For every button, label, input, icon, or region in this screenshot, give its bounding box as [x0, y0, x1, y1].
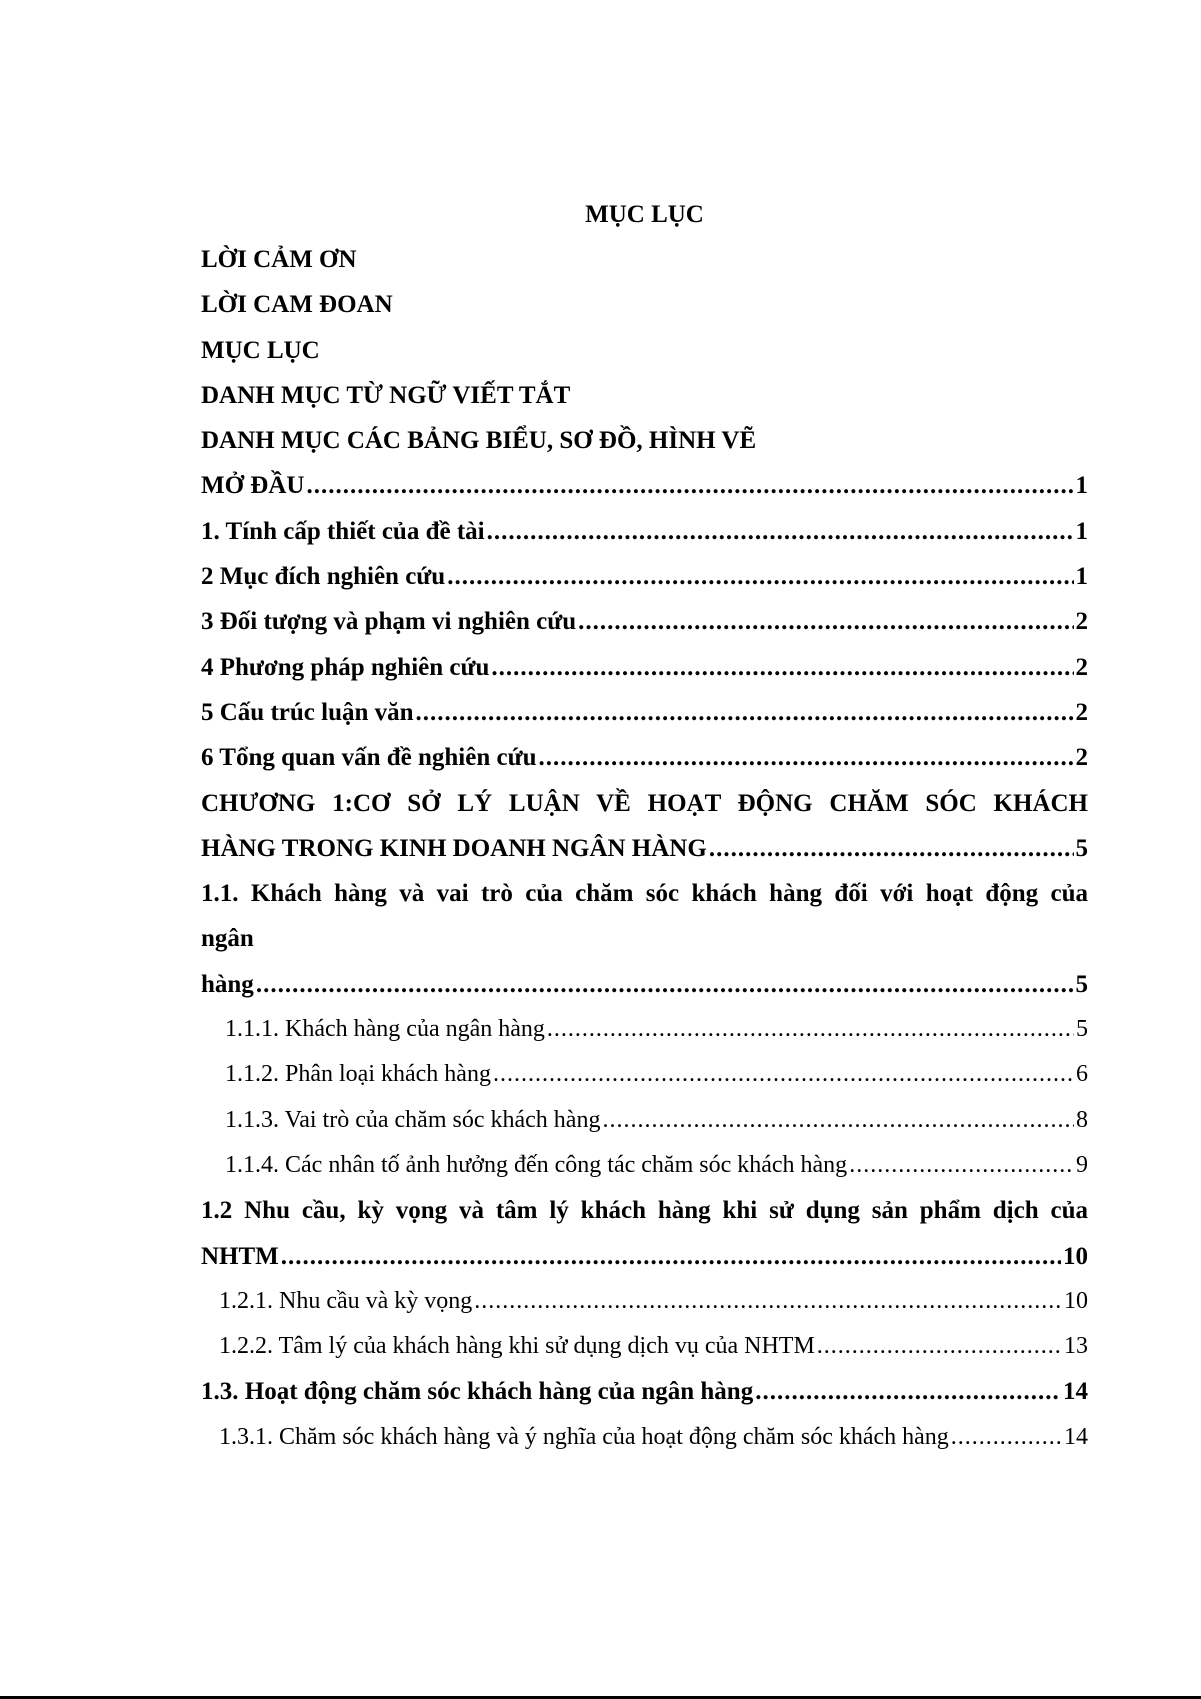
toc-entry-page: 5	[1076, 1016, 1088, 1043]
toc-entry-text: CHƯƠNG 1:CƠ SỞ LÝ LUẬN VỀ HOẠT ĐỘNG CHĂM SÓC KHÁCH	[201, 789, 1088, 817]
toc-entry-page: 8	[1076, 1106, 1088, 1133]
toc-entry-section-4	[201, 645, 1088, 690]
toc-entry-loi-cam-doan	[201, 282, 1088, 327]
dot-leader	[256, 962, 1074, 1007]
toc-entry-1-1-line-1	[201, 871, 1088, 916]
toc-entry-page: 2	[1075, 608, 1088, 636]
toc-entry-page: 5	[1075, 970, 1088, 998]
dot-leader	[602, 1098, 1074, 1143]
dot-leader	[547, 1007, 1074, 1052]
dot-leader	[487, 509, 1074, 554]
dot-leader	[709, 826, 1074, 871]
toc-entry-page: 1	[1075, 472, 1088, 500]
toc-entry-text: DANH MỤC CÁC BẢNG BIỂU, SƠ ĐỒ, HÌNH VẼ	[201, 427, 757, 455]
toc-entry-text: LỜI CẢM ƠN	[201, 246, 357, 273]
dot-leader	[474, 1279, 1062, 1324]
dot-leader	[281, 1234, 1061, 1279]
toc-entry-1-2-line-2	[201, 1234, 1088, 1279]
toc-entry-text: 2 Mục đích nghiên cứu	[201, 563, 446, 591]
toc-entry-1-1-2	[201, 1052, 1088, 1097]
toc-entry-text: 1. Tính cấp thiết của đề tài	[201, 517, 485, 545]
toc-entry-1-1-line-3	[201, 962, 1088, 1007]
toc-entry-1-1-4	[201, 1143, 1088, 1188]
toc-entry-1-3	[201, 1369, 1088, 1414]
toc-entry-text: 1.3.1. Chăm sóc khách hàng và ý nghĩa của hoạt động chăm sóc khách hàng	[219, 1423, 949, 1450]
toc-entry-1-1-1	[201, 1007, 1088, 1052]
toc-entry-page: 1	[1075, 563, 1088, 591]
toc-entry-page: 13	[1064, 1333, 1088, 1360]
toc-entry-1-1-line-2	[201, 916, 1088, 961]
dot-leader	[306, 463, 1073, 508]
toc-entry-1-2-1	[201, 1279, 1088, 1324]
toc-entry-text: 5 Cấu trúc luận văn	[201, 698, 414, 726]
toc-entry-section-2	[201, 554, 1088, 599]
toc-entry-muc-luc	[201, 328, 1088, 373]
toc-entry-text: ngân	[201, 925, 254, 953]
toc-entry-text: 1.1.2. Phân loại khách hàng	[225, 1061, 491, 1088]
toc-entry-text: 3 Đối tượng và phạm vi nghiên cứu	[201, 608, 577, 636]
dot-leader	[849, 1143, 1074, 1188]
toc-entry-mo-dau	[201, 463, 1088, 508]
dot-leader	[447, 554, 1073, 599]
toc-entry-danh-muc-bang-bieu	[201, 418, 1088, 463]
toc-entry-text: 1.3. Hoạt động chăm sóc khách hàng của ngân hàng	[201, 1378, 754, 1406]
toc-entry-text: NHTM	[201, 1242, 279, 1270]
toc-entry-page: 6	[1076, 1061, 1088, 1088]
toc-entry-text: hàng	[201, 970, 254, 998]
toc-entry-section-3	[201, 599, 1088, 644]
toc-entry-text: HÀNG TRONG KINH DOANH NGÂN HÀNG	[201, 834, 707, 862]
dot-leader	[578, 599, 1073, 644]
toc-entry-text: 4 Phương pháp nghiên cứu	[201, 653, 490, 681]
toc-entry-page: 1	[1075, 517, 1088, 545]
toc-entry-page: 10	[1063, 1242, 1088, 1270]
toc-entry-text: DANH MỤC TỪ NGỮ VIẾT TẮT	[201, 381, 571, 409]
toc-title: MỤC LỤC	[585, 201, 704, 228]
toc-entry-1-2-line-1	[201, 1188, 1088, 1233]
toc-entry-text: LỜI CAM ĐOAN	[201, 291, 393, 319]
toc-entry-loi-cam-on	[201, 237, 1088, 282]
toc-entry-page: 14	[1063, 1378, 1088, 1406]
dot-leader	[493, 1052, 1074, 1097]
toc-entry-text: MỤC LỤC	[201, 336, 320, 364]
toc-entry-page: 5	[1075, 834, 1088, 862]
toc-entry-chapter-1-line-2	[201, 826, 1088, 871]
toc-entry-text: 1.1.3. Vai trò của chăm sóc khách hàng	[225, 1106, 601, 1133]
toc-entry-section-1	[201, 509, 1088, 554]
toc-entry-page: 14	[1064, 1423, 1088, 1450]
toc-entry-danh-muc-tu-ngu	[201, 373, 1088, 418]
toc-entry-text: 1.2.2. Tâm lý của khách hàng khi sử dụng dịch vụ của NHTM	[219, 1333, 815, 1360]
dot-leader	[416, 690, 1074, 735]
toc-entry-text: 1.1.4. Các nhân tố ảnh hưởng đến công tác chăm sóc khách hàng	[225, 1151, 848, 1178]
toc-entry-text: 6 Tổng quan vấn đề nghiên cứu	[201, 744, 537, 772]
toc-entry-1-1-3	[201, 1098, 1088, 1143]
toc-entry-text: 1.1.1. Khách hàng của ngân hàng	[225, 1016, 545, 1043]
dot-leader	[951, 1415, 1062, 1460]
toc-entry-page: 9	[1076, 1151, 1088, 1178]
toc-entry-page: 10	[1064, 1287, 1088, 1314]
toc-entry-text: MỞ ĐẦU	[201, 472, 305, 500]
dot-leader	[491, 645, 1073, 690]
toc-entry-chapter-1-line-1	[201, 781, 1088, 826]
table-of-contents	[201, 192, 1088, 1460]
dot-leader	[539, 735, 1074, 780]
dot-leader	[755, 1369, 1061, 1414]
toc-entry-section-6	[201, 735, 1088, 780]
toc-entry-1-2-2	[201, 1324, 1088, 1369]
toc-entry-text: 1.2 Nhu cầu, kỳ vọng và tâm lý khách hàng khi sử dụng sản phẩm dịch của	[201, 1197, 1088, 1225]
toc-entry-text: 1.2.1. Nhu cầu và kỳ vọng	[219, 1287, 473, 1314]
toc-entry-1-3-1	[201, 1415, 1088, 1460]
toc-entry-page: 2	[1075, 744, 1088, 772]
dot-leader	[817, 1324, 1062, 1369]
toc-entry-section-5	[201, 690, 1088, 735]
toc-entry-page: 2	[1075, 653, 1088, 681]
toc-entry-page: 2	[1075, 698, 1088, 726]
toc-entry-text: 1.1. Khách hàng và vai trò của chăm sóc khách hàng đối với hoạt động của	[201, 880, 1088, 908]
